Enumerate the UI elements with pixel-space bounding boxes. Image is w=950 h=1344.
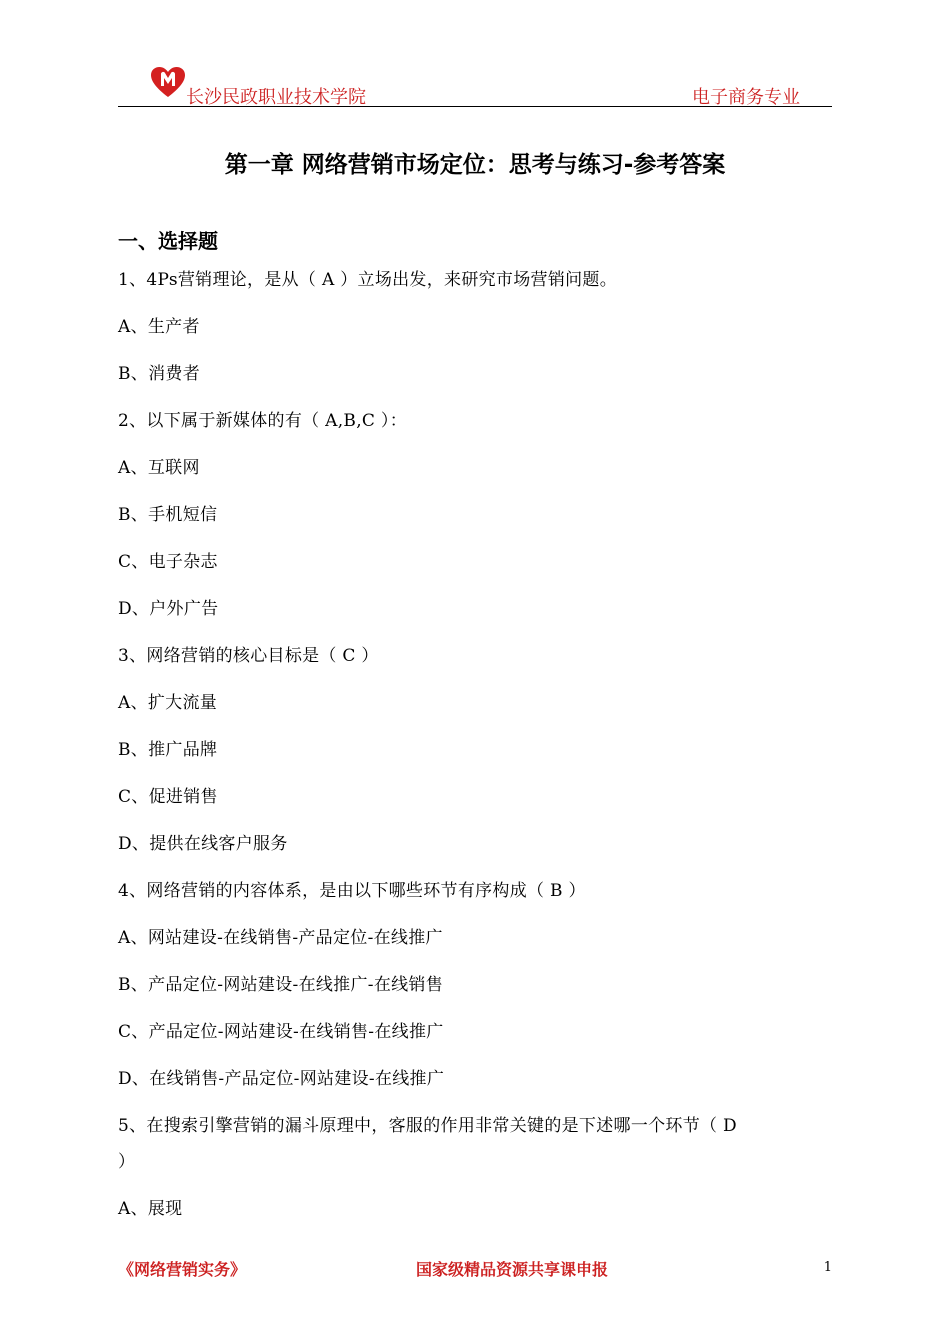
question-line-continued: ） xyxy=(118,1152,136,1172)
option-line: A、展现 xyxy=(118,1199,183,1219)
page-number: 1 xyxy=(823,1260,832,1275)
option-line: C、促进销售 xyxy=(118,787,218,807)
school-name: 长沙民政职业技术学院 xyxy=(186,87,366,108)
question-line: 5、在搜索引擎营销的漏斗原理中，客服的作用非常关键的是下述哪一个环节（ D xyxy=(118,1116,737,1136)
option-line: D、提供在线客户服务 xyxy=(118,834,288,854)
page-header xyxy=(118,64,832,107)
option-line: A、网站建设-在线销售-产品定位-在线推广 xyxy=(118,928,443,948)
option-line: A、互联网 xyxy=(118,458,200,478)
question-line: 1、4Ps营销理论，是从（ A ）立场出发，来研究市场营销问题。 xyxy=(118,270,618,290)
footer-project: 国家级精品资源共享课申报 xyxy=(416,1260,609,1279)
option-line: D、户外广告 xyxy=(118,599,219,619)
question-line: 2、以下属于新媒体的有（ A,B,C ）： xyxy=(118,411,408,431)
footer-book-title: 《网络营销实务》 xyxy=(118,1260,247,1279)
option-line: B、产品定位-网站建设-在线推广-在线销售 xyxy=(118,975,444,995)
question-line: 4、网络营销的内容体系，是由以下哪些环节有序构成（ B ） xyxy=(118,881,586,901)
option-line: A、生产者 xyxy=(118,317,200,337)
question-line: 3、网络营销的核心目标是（ C ） xyxy=(118,646,379,666)
option-line: D、在线销售-产品定位-网站建设-在线推广 xyxy=(118,1069,445,1089)
option-line: B、推广品牌 xyxy=(118,740,218,760)
heart-logo-icon xyxy=(150,66,186,98)
option-line: A、扩大流量 xyxy=(118,693,218,713)
option-line: C、电子杂志 xyxy=(118,552,218,572)
page-title: 第一章 网络营销市场定位：思考与练习-参考答案 xyxy=(224,152,726,178)
section-heading: 一、选择题 xyxy=(118,229,218,253)
major-name: 电子商务专业 xyxy=(692,87,800,108)
option-line: C、产品定位-网站建设-在线销售-在线推广 xyxy=(118,1022,444,1042)
option-line: B、消费者 xyxy=(118,364,200,384)
option-line: B、手机短信 xyxy=(118,505,218,525)
